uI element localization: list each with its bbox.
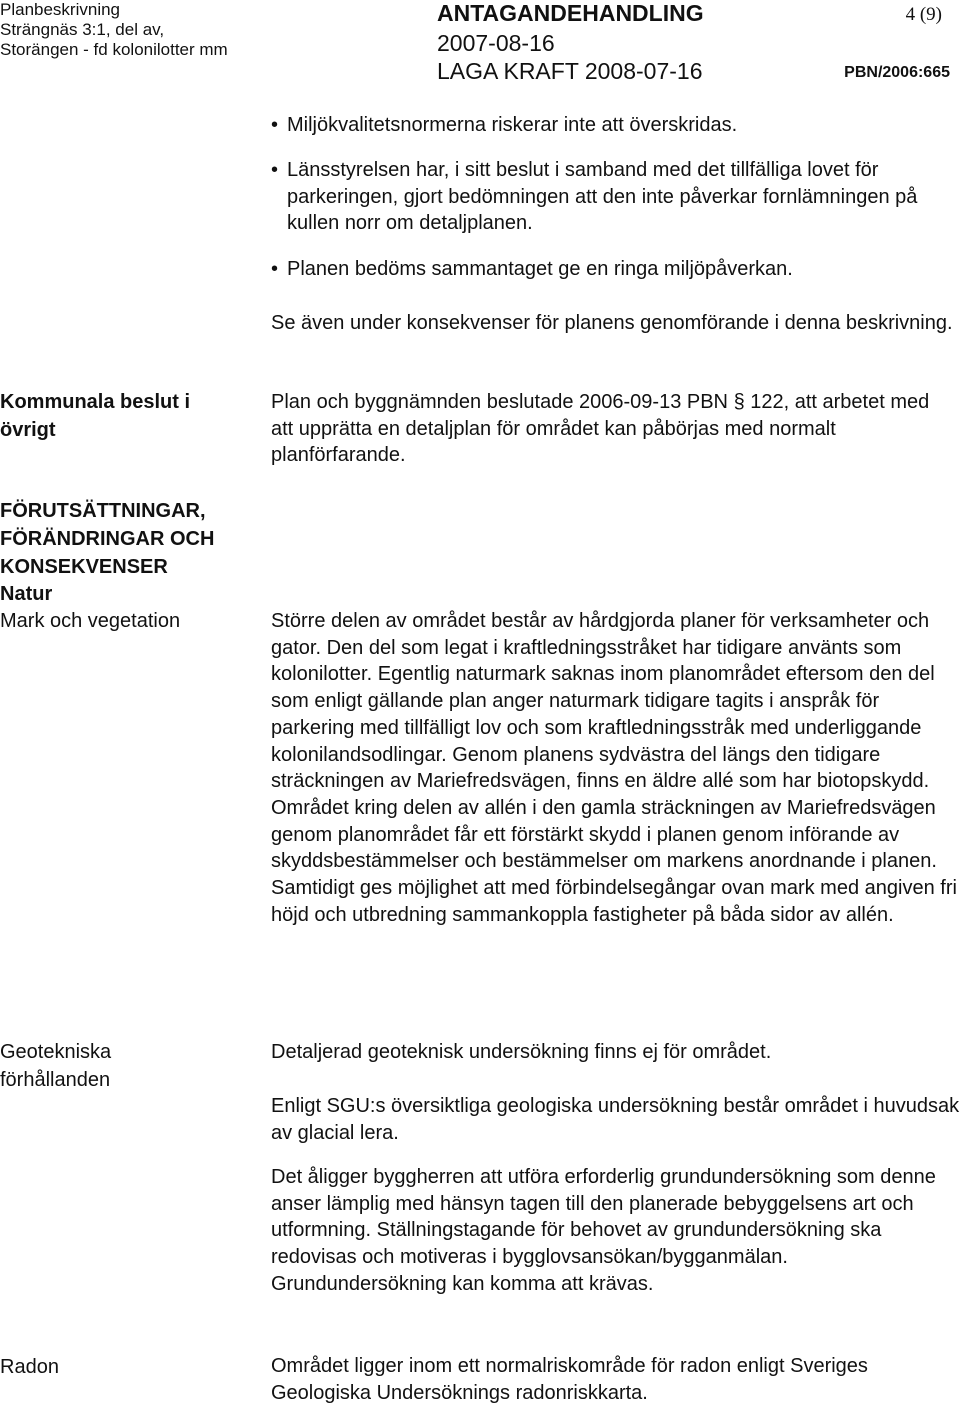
geotech-p1: Detaljerad geoteknisk undersökning finns ej för området. [271,1041,772,1063]
bullet-dot: • [271,114,279,136]
paragraph-symbol: § [733,391,745,413]
legal-force-date: LAGA KRAFT 2008-07-16 [437,58,703,84]
decisions-heading: Kommunala beslut i övrigt [0,391,191,441]
geotech-p2: Enligt SGU:s översiktliga geologiska undersökning består området i huvudsak av glacial lera. [271,1095,960,1144]
bullet-dot: • [271,258,279,280]
mark-text: Större delen av området består av hårdgjorda planer för verksamheter och gator. Den del som legat i kraftledningsstråket har tidigare använts som kolonilotter. Egentlig naturmark saknas inom planområdet eftersom den del som enligt gällande plan anger naturmark tidigare tagits i anspråk för parkering med tillfälligt lov och som kraftledningsstråk med underliggande kolonilandsodlingar. Genom planens sydvästra del längs den tidigare sträckningen av Mariefredsvägen, finns en äldre allé som har biotopskydd. Området kring delen av allén i den gamla sträckningen av Mariefredsvägen genom planområdet får ett förstärkt skydd i planen genom införande av skyddsbestämmelser och bestämmelser om markens anordnande i planen. Samtidigt ges möjlighet att med förbindelsegångar ovan mark med angiven fri höjd och utbredning sammankoppla fastigheter på båda sidor av allén. [271,610,957,926]
bullet-item: • Länsstyrelsen har, i sitt beslut i samband med det tillfälliga lovet för parkeringen, gjort bedömningen att den inte påverkar fornlämningen på kullen norr om detaljplanen. [271,159,918,235]
location-line2: Storängen - fd kolonilotter mm [0,40,228,59]
location-line1: Strängnäs 3:1, del av, [0,20,165,39]
bullet-dot: • [271,159,279,181]
bullet-item: • Planen bedöms sammantaget ge en ringa miljöpåverkan. [287,256,957,283]
document-status: ANTAGANDEHANDLING [437,0,704,26]
bullet-item: • Miljökvalitetsnormerna riskerar inte att överskridas. [287,112,957,139]
mark-label: Mark och vegetation [0,610,181,632]
radon-text: Området ligger inom ett normalriskområde för radon enligt Sveriges Geologiska Undersöknings radonriskkarta. [271,1355,868,1404]
geotech-label: Geotekniska förhållanden [0,1041,112,1091]
decisions-text: Plan och byggnämnden beslutade 2006-09-13 PBN § 122, att arbetet med att upprätta en detaljplan för området kan påbörjas med normalt planförfarande. [271,391,930,467]
doc-type: Planbeskrivning [0,0,121,19]
page-number: 4 (9) [905,4,942,25]
section-heading: FÖRUTSÄTTNINGAR, FÖRÄNDRINGAR OCH KONSEKVENSER [0,500,215,578]
case-number: PBN/2006:665 [844,64,950,81]
geotech-p3: Det åligger byggherren att utföra erforderlig grundundersökning som denne anser lämplig med hänsyn tagen till den planerade bebyggelsens art och utformning. Ställningstagande för behovet av grundundersökning ska redovisas och motiveras i bygglovsansökan/bygganmälan. Grundundersökning kan komma att krävas. [271,1166,936,1295]
radon-label: Radon [0,1356,59,1378]
see-also-note: Se även under konsekvenser för planens genomförande i denna beskrivning. [271,312,953,334]
section-subheading: Natur [0,583,53,605]
document-date: 2007-08-16 [437,30,555,56]
